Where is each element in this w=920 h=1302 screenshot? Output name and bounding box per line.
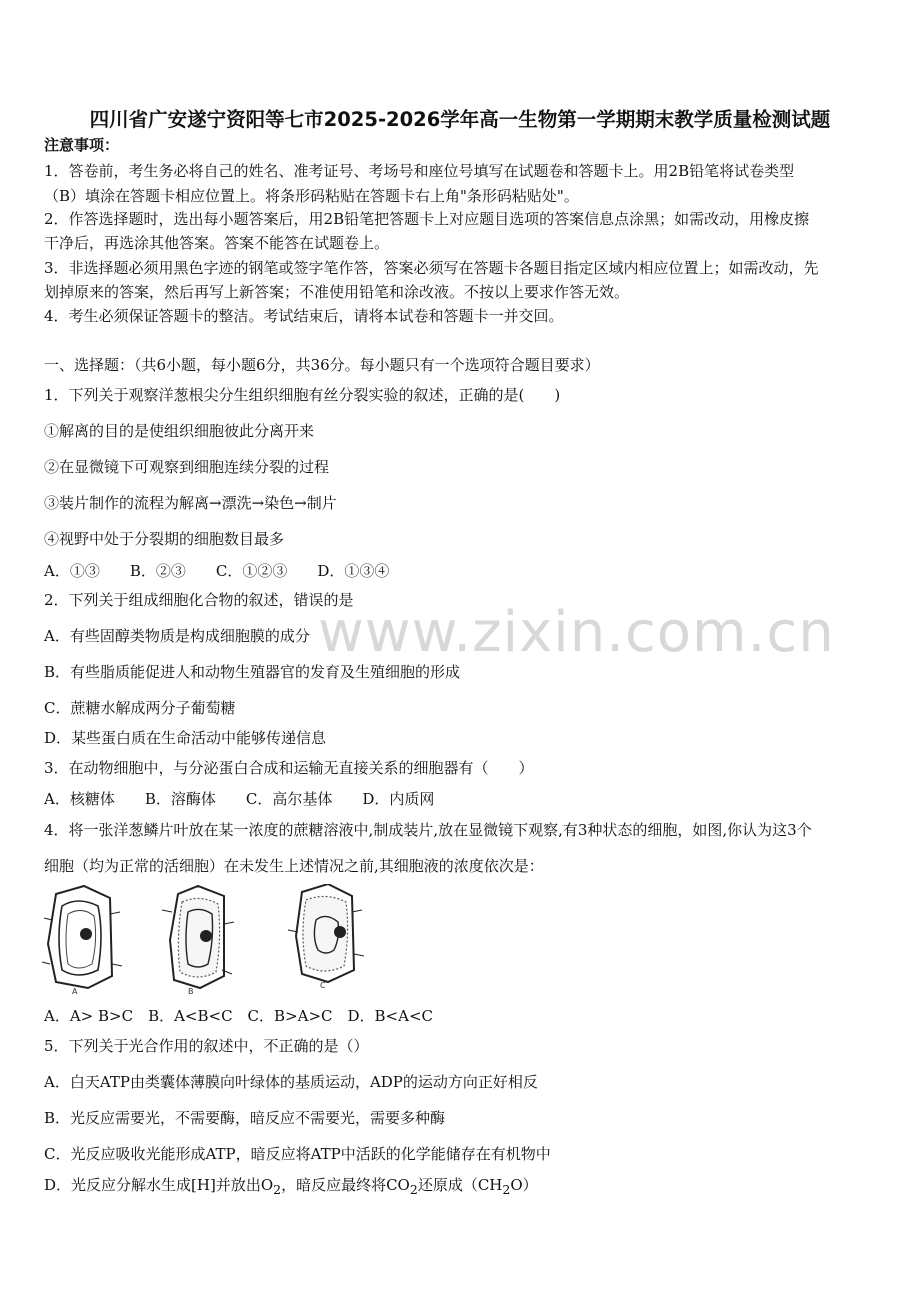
cell-c bbox=[288, 884, 364, 990]
question-1-stem: 1．下列关于观察洋葱根尖分生组织细胞有丝分裂实验的叙述，正确的是( ) bbox=[44, 386, 561, 404]
question-1-item: ③装片制作的流程为解离→漂洗→染色→制片 bbox=[44, 494, 337, 512]
question-3-options: A．核糖体 B．溶酶体 C．高尔基体 D．内质网 bbox=[44, 790, 435, 808]
question-2-option-d: D．某些蛋白质在生命活动中能够传递信息 bbox=[44, 729, 327, 747]
cell-label: A bbox=[72, 987, 78, 996]
page-title: 四川省广安遂宁资阳等七市2025-2026学年高一生物第一学期期末教学质量检测试题 bbox=[89, 108, 831, 131]
question-4-stem-cont: 细胞（均为正常的活细胞）在未发生上述情况之前,其细胞液的浓度依次是： bbox=[44, 857, 544, 875]
question-5-option-d: D．光反应分解水生成[H]并放出$O_2$，暗反应最终将$CO_2$还原成$(CH_2O)$ bbox=[44, 1176, 538, 1197]
watermark: www.zixin.com.cn bbox=[318, 600, 835, 665]
question-2-option-a: A．有些固醇类物质是构成细胞膜的成分 bbox=[44, 627, 310, 645]
question-4-options: A．A> B>C B．A<B<C C．B>A>C D．B<A<C bbox=[44, 1007, 434, 1025]
notice-line: 2．作答选择题时，选出每小题答案后，用2B铅笔把答题卡上对应题目选项的答案信息点涂黑；如需改动，用橡皮擦 bbox=[44, 210, 810, 228]
section-heading: 一、选择题：（共6小题，每小题6分，共36分。每小题只有一个选项符合题目要求） bbox=[44, 356, 600, 374]
question-1-item: ④视野中处于分裂期的细胞数目最多 bbox=[44, 530, 285, 548]
notice-line: 1．答卷前，考生务必将自己的姓名、准考证号、考场号和座位号填写在试题卷和答题卡上。用2B铅笔将试卷类型 bbox=[44, 162, 795, 180]
notice-line: 3．非选择题必须用黑色字迹的钢笔或签字笔作答，答案必须写在答题卡各题目指定区域内相应位置上；如需改动，先 bbox=[44, 259, 819, 277]
question-5-option-a: A．白天ATP由类囊体薄膜向叶绿体的基质运动，ADP的运动方向正好相反 bbox=[44, 1073, 538, 1091]
cell-b bbox=[162, 886, 234, 996]
notice-heading: 注意事项： bbox=[44, 136, 120, 154]
question-4-stem: 4．将一张洋葱鳞片叶放在某一浓度的蔗糖溶液中,制成装片,放在显微镜下观察,有3种状态的细胞，如图,你认为这3个 bbox=[44, 821, 812, 839]
plant-cell-figure bbox=[38, 884, 368, 996]
question-1-item: ①解离的目的是使组织细胞彼此分离开来 bbox=[44, 422, 315, 440]
question-2-stem: 2．下列关于组成细胞化合物的叙述，错误的是 bbox=[44, 591, 354, 609]
notice-line: 4．考生必须保证答题卡的整洁。考试结束后，请将本试卷和答题卡一并交回。 bbox=[44, 307, 564, 325]
question-2-option-b: B．有些脂质能促进人和动物生殖器官的发育及生殖细胞的形成 bbox=[44, 663, 461, 681]
notice-line: 划掉原来的答案，然后再写上新答案；不准使用铅笔和涂改液。不按以上要求作答无效。 bbox=[44, 283, 630, 301]
cell-a bbox=[42, 886, 122, 996]
question-1-item: ②在显微镜下可观察到细胞连续分裂的过程 bbox=[44, 458, 330, 476]
question-5-option-c: C．光反应吸收光能形成ATP，暗反应将ATP中活跃的化学能储存在有机物中 bbox=[44, 1145, 551, 1163]
notice-line: 干净后，再选涂其他答案。答案不能答在试题卷上。 bbox=[44, 234, 390, 252]
cell-label: C bbox=[320, 981, 326, 990]
cell-label: B bbox=[188, 987, 194, 996]
question-1-options: A．①③ B．②③ C．①②③ D．①③④ bbox=[44, 562, 390, 580]
notice-line: （B）填涂在答题卡相应位置上。将条形码粘贴在答题卡右上角"条形码粘贴处"。 bbox=[44, 187, 579, 205]
question-5-option-b: B．光反应需要光，不需要酶，暗反应不需要光，需要多种酶 bbox=[44, 1109, 446, 1127]
question-5-stem: 5．下列关于光合作用的叙述中，不正确的是（） bbox=[44, 1037, 369, 1055]
question-3-stem: 3．在动物细胞中，与分泌蛋白合成和运输无直接关系的细胞器有（ ） bbox=[44, 759, 534, 777]
question-2-option-c: C．蔗糖水解成两分子葡萄糖 bbox=[44, 699, 236, 717]
